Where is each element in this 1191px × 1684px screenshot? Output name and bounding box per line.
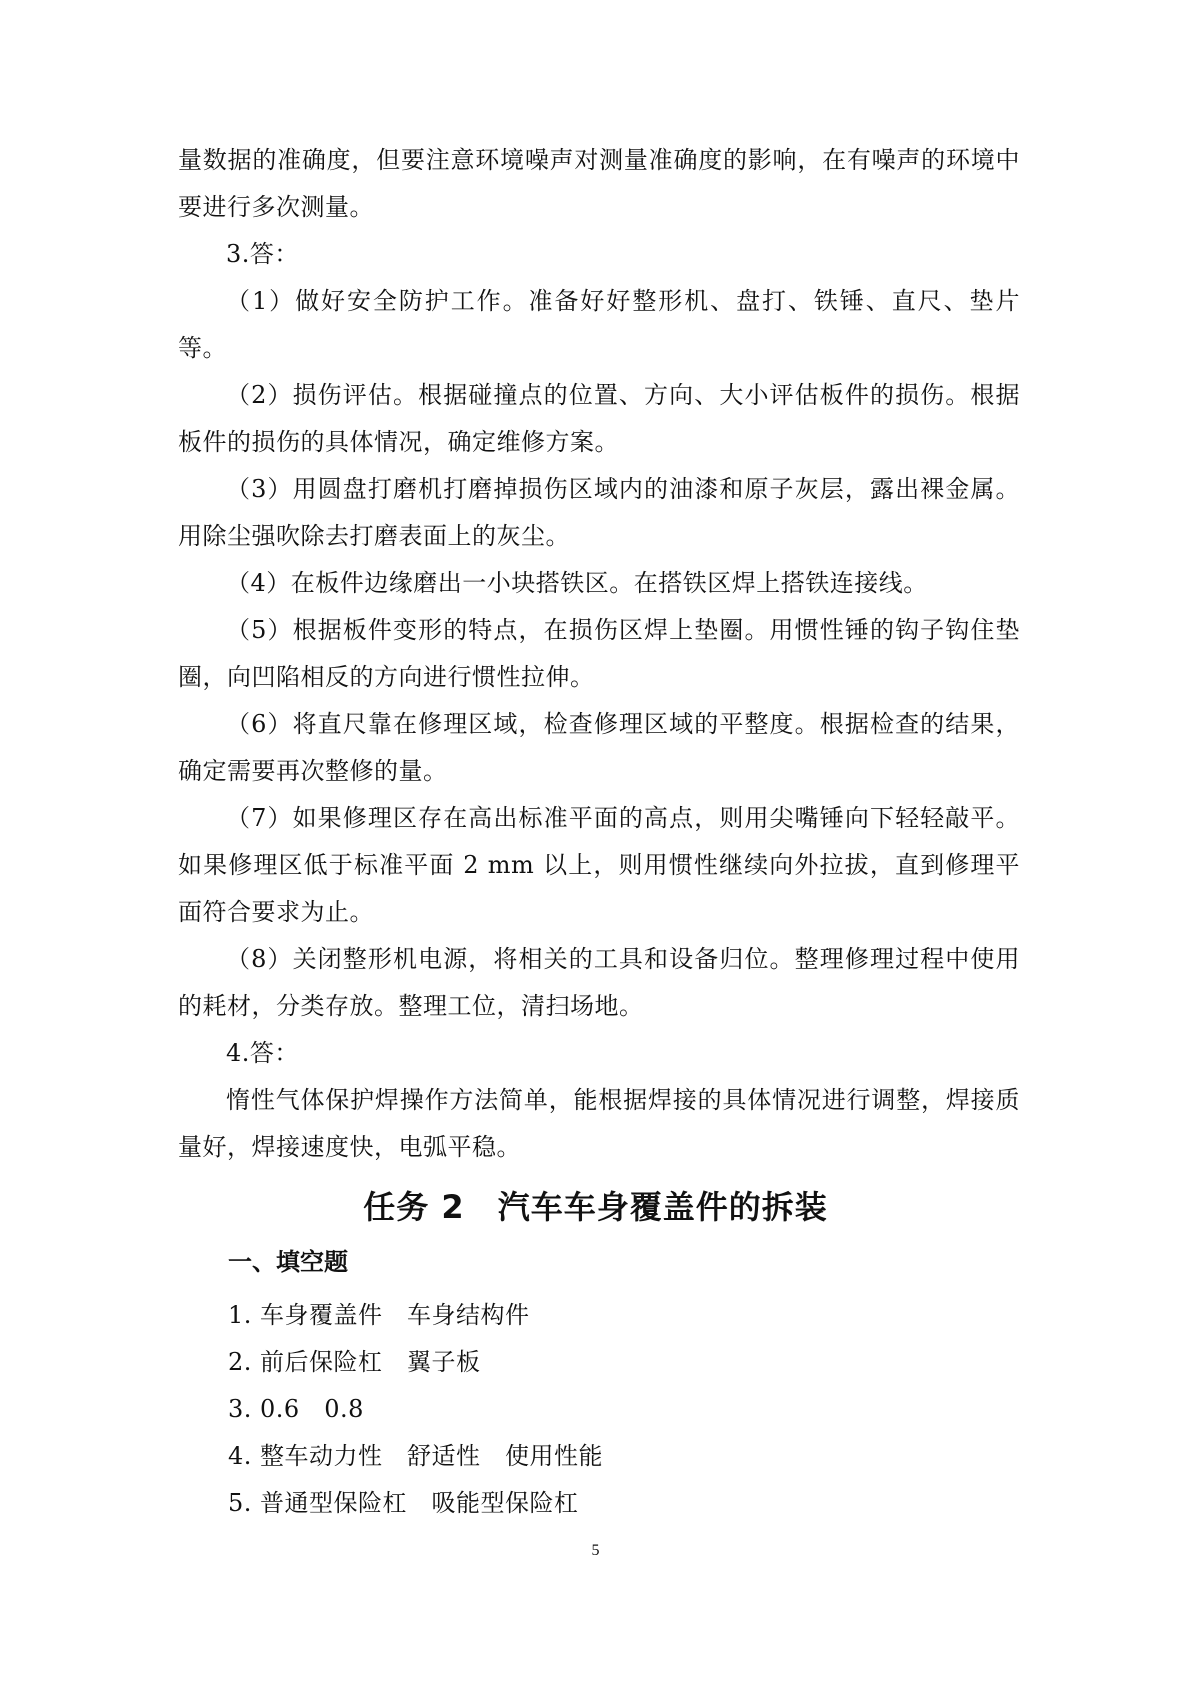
answer-body (178, 137, 1020, 1171)
step-2: （2）损伤评估。根据碰撞点的位置、方向、大小评估板件的损伤。根据板件的损伤的具体情况，确定维修方案。 (178, 381, 1020, 456)
answer-item: 5. 普通型保险杠 吸能型保险杠 (228, 1489, 579, 1517)
answer-4-text: 惰性气体保护焊操作方法简单，能根据焊接的具体情况进行调整，焊接质量好，焊接速度快，电弧平稳。 (178, 1086, 1020, 1161)
answer-item: 2. 前后保险杠 翼子板 (228, 1348, 481, 1376)
paragraph-continuation: 量数据的准确度，但要注意环境噪声对测量准确度的影响，在有噪声的环境中要进行多次测量。 (178, 146, 1020, 221)
step-7: （7）如果修理区存在高出标准平面的高点，则用尖嘴锤向下轻轻敲平。如果修理区低于标准平面 2 mm 以上，则用惯性继续向外拉拔，直到修理平面符合要求为止。 (178, 804, 1020, 926)
step-3: （3）用圆盘打磨机打磨掉损伤区域内的油漆和原子灰层，露出裸金属。用除尘强吹除去打磨表面上的灰尘。 (178, 475, 1020, 550)
step-5: （5）根据板件变形的特点，在损伤区焊上垫圈。用惯性锤的钩子钩住垫圈，向凹陷相反的方向进行惯性拉伸。 (178, 616, 1020, 691)
step-6: （6）将直尺靠在修理区域，检查修理区域的平整度。根据检查的结果，确定需要再次整修的量。 (178, 710, 1020, 785)
section-heading: 一、填空题 (228, 1248, 348, 1276)
answer-4-label: 4.答： (226, 1039, 299, 1067)
answer-3-label: 3.答： (226, 240, 299, 268)
answer-item: 1. 车身覆盖件 车身结构件 (228, 1301, 530, 1329)
step-8: （8）关闭整形机电源，将相关的工具和设备归位。整理修理过程中使用的耗材，分类存放。整理工位，清扫场地。 (178, 945, 1020, 1020)
step-1: （1）做好安全防护工作。准备好好整形机、盘打、铁锤、直尺、垫片等。 (178, 287, 1020, 362)
answer-item: 3. 0.6 0.8 (228, 1395, 364, 1423)
page-number: 5 (591, 1542, 600, 1559)
step-4: （4）在板件边缘磨出一小块搭铁区。在搭铁区焊上搭铁连接线。 (226, 569, 928, 597)
answer-item: 4. 整车动力性 舒适性 使用性能 (228, 1442, 604, 1470)
task-title: 任务 2 汽车车身覆盖件的拆装 (363, 1188, 828, 1226)
